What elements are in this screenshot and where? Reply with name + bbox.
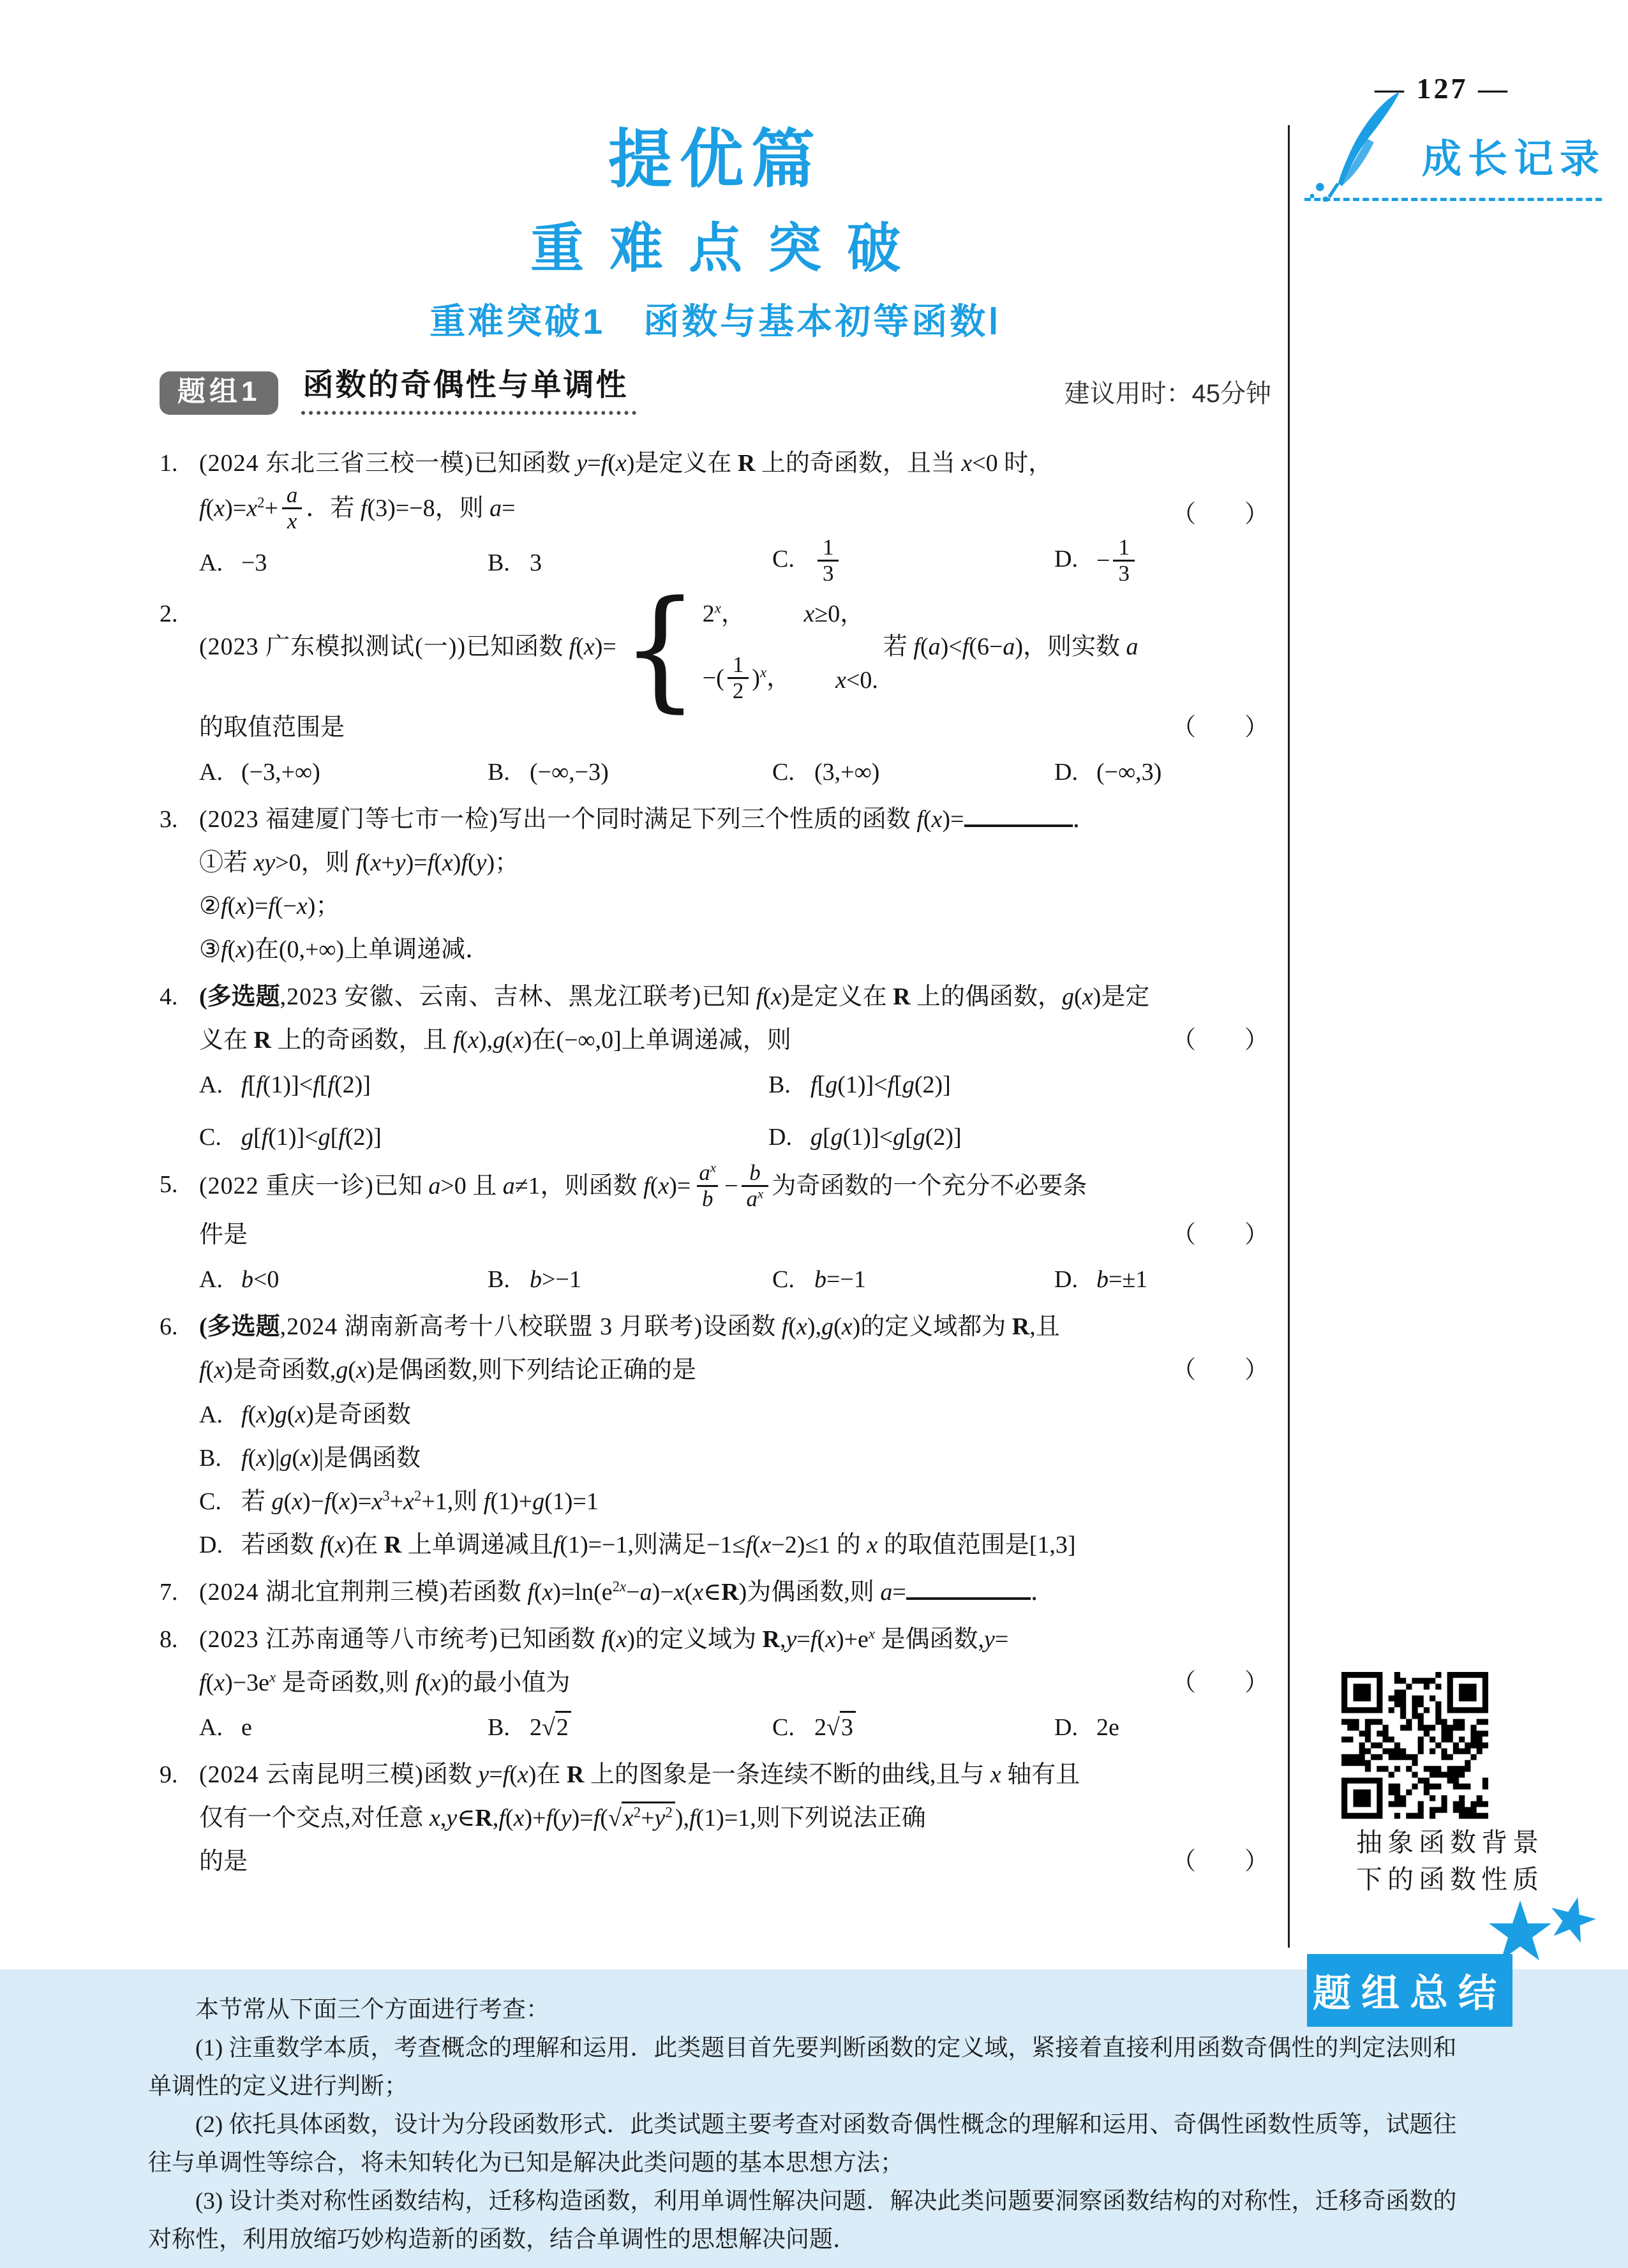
summary-item-line: (3) 设计类对称性函数结构，迁移构造函数，利用单调性解决问题．解决此类问题要洞察函数结构的对称性，迁移奇函数的: [195, 2188, 1457, 2214]
option-label: C.: [772, 1266, 795, 1294]
answer-bracket: （ ）: [1171, 1357, 1269, 1384]
question-body: [199, 1570, 1271, 1614]
answer-bracket: （ ）: [1171, 1848, 1269, 1876]
qr-caption-line: 抽象函数背景: [1356, 1828, 1544, 1857]
question: [160, 442, 1271, 588]
option-label: A.: [199, 1714, 223, 1742]
question-line: (2023 广东模拟测试(一))已知函数 f(x)= { 2$^x$， x≥0， −( $\frac{1}{2}$ )$^x$， x<0. 若 f(a)<f(6−a)，则实数 a: [199, 572, 1139, 725]
qr-code: [1341, 1672, 1488, 1819]
option: C. 2√3: [772, 1706, 1054, 1749]
growth-dashed-underline: [1304, 198, 1602, 201]
main-column: [160, 0, 1271, 1887]
summary-item-line: 单调性的定义进行判断；: [148, 2073, 408, 2100]
question: [160, 1753, 1271, 1883]
option-label: C.: [772, 1714, 795, 1742]
question-number: 5.: [160, 1170, 178, 1198]
summary-label: 题组总结: [1307, 1954, 1512, 2027]
question: [160, 1570, 1271, 1614]
option-label: D.: [768, 1123, 792, 1151]
time-hint: 建议用时：45分钟: [1064, 379, 1271, 408]
question-number: 4.: [160, 983, 178, 1010]
option: D. − $\frac{1}{3}$: [1054, 537, 1271, 588]
qr-caption-line: 下的函数性质: [1356, 1865, 1544, 1894]
option-label: D.: [1054, 1714, 1078, 1742]
qr-caption: [1296, 1824, 1604, 1898]
question-line: (多选题,2024 湖南新高考十八校联盟 3 月联考)设函数 f(x),g(x)的定义域都为 R,且: [199, 1313, 1060, 1341]
summary-item-line: (1) 注重数学本质，考查概念的理解和运用．此类题目首先要判断函数的定义域，紧接着直接利用函数奇偶性的判定法则和: [195, 2035, 1457, 2061]
question-line: (2023 福建厦门等七市一检)写出一个同时满足下列三个性质的函数 f(x)= ．: [199, 798, 1271, 841]
question-line: 的取值范围是 （ ）: [199, 706, 1271, 749]
group-badge: 题组1: [160, 371, 278, 415]
answer-bracket: （ ）: [1171, 500, 1269, 528]
option-label: B.: [768, 1071, 791, 1098]
option: A. f[f(1)]<f[f(2)]: [199, 1063, 768, 1107]
answer-bracket: （ ）: [1171, 1221, 1269, 1249]
question-body: [199, 1753, 1271, 1883]
option: B. (−∞,−3): [488, 750, 772, 794]
option-label: A.: [199, 549, 223, 576]
option: D. 若函数 f(x)在 R 上单调递减且f(1)=−1,则满足−1≤f(x−2)≤1 的 x 的取值范围是[1,3]: [199, 1523, 1271, 1567]
question-number: 9.: [160, 1761, 178, 1789]
option-label: D.: [1054, 1266, 1078, 1294]
page-number: — 127 —: [1375, 72, 1510, 105]
option: B. 2√2: [488, 1706, 772, 1749]
option-label: B.: [199, 1445, 221, 1472]
option-label: C.: [199, 1123, 221, 1151]
growth-record-label: 成长记录: [1421, 138, 1606, 181]
option-label: A.: [199, 1071, 223, 1098]
question-number: 8.: [160, 1626, 178, 1653]
question-number: 7.: [160, 1579, 178, 1606]
option: A. f(x)g(x)是奇函数: [199, 1393, 1271, 1436]
option-label: A.: [199, 758, 223, 786]
option: A. −3: [199, 541, 488, 585]
question-line: (2023 江苏南通等八市统考)已知函数 f(x)的定义域为 $R,y=f(x)+e^x$ 是偶函数,y=: [199, 1625, 1009, 1653]
question-line: ①若 xy>0，则 f(x+y)=f(x)f(y)；: [199, 849, 519, 876]
option-label: C.: [772, 758, 795, 786]
option: D. b=±1: [1054, 1258, 1271, 1301]
quill-pen-icon: [1304, 89, 1423, 202]
question-line: 仅有一个交点,对任意 $x,y\in R,f(x)+f(y)=f(√x^2+y^2$ ),f(1)=1,则下列说法正确: [199, 1796, 1271, 1840]
option: C. (3,+∞): [772, 750, 1054, 794]
option-label: C.: [772, 545, 795, 572]
option: C. $\frac{1}{3}$: [772, 537, 1054, 588]
option-label: D.: [199, 1532, 223, 1559]
option: B. f[g(1)]<f[g(2)]: [768, 1063, 1271, 1107]
answer-bracket: （ ）: [1171, 713, 1269, 741]
option-label: B.: [488, 1266, 510, 1294]
question: [160, 975, 1271, 1159]
summary-intro: 本节常从下面三个方面进行考查：: [195, 1997, 549, 2023]
option: B. f(x)|g(x)|是偶函数: [199, 1436, 1271, 1480]
question-number: 2.: [160, 600, 178, 627]
option-label: C.: [199, 1488, 221, 1516]
star-icon: [1487, 1897, 1602, 1968]
question-line: f(x)是奇函数,g(x)是偶函数,则下列结论正确的是 （ ）: [199, 1348, 1271, 1392]
question-line: (2024 云南昆明三模)函数 y=f(x)在 R 上的图象是一条连续不断的曲线,且与 x 轴有且: [199, 1761, 1080, 1789]
option-label: A.: [199, 1401, 223, 1429]
question-body: [199, 975, 1271, 1159]
options-row: [199, 1258, 1271, 1301]
question-line: ③f(x)在(0,+∞)上单调递减．: [199, 936, 490, 963]
option: A. e: [199, 1706, 488, 1749]
growth-record: [1302, 88, 1607, 198]
question-line: 义在 R 上的奇函数，且 f(x),g(x)在(−∞,0]上单调递减，则 （ ）: [199, 1018, 1271, 1062]
options-row: [199, 1063, 1271, 1159]
answer-bracket: （ ）: [1171, 1026, 1269, 1054]
option-label: D.: [1054, 545, 1078, 572]
question: [160, 1305, 1271, 1567]
question-line: (2024 湖北宜荆荆三模)若函数 $f(x)=\ln(e^{2x}-a)-x(x\in R)$为偶函数,则 a= ．: [199, 1570, 1271, 1614]
option-label: B.: [488, 549, 510, 576]
option: B. 3: [488, 541, 772, 585]
question-line: (2024 东北三省三校一模)已知函数 y=f(x)是定义在 R 上的奇函数，且当 x<0 时，: [199, 449, 1053, 477]
option: B. b>−1: [488, 1258, 772, 1301]
option: C. 若 $g(x)-f(x)=x^3+x^2+1$,则 f(1)+g(1)=1: [199, 1480, 1271, 1523]
option: C. b=−1: [772, 1258, 1054, 1301]
question-line: $f(x)=x^2+$ $\frac{a}{x}$ ．若 f(3)=−8，则 a= （ ）: [199, 485, 1271, 536]
option: A. (−3,+∞): [199, 750, 488, 794]
option: D. g[g(1)]<g[g(2)]: [768, 1115, 1271, 1159]
question: [160, 572, 1271, 794]
part-title: 提优篇: [608, 124, 823, 195]
question-body: [199, 1305, 1271, 1567]
question-body: [199, 572, 1271, 794]
option-label: B.: [488, 1714, 510, 1742]
question-body: [199, 1159, 1271, 1302]
subsection-title: 重难突破1 函数与基本初等函数Ⅰ: [429, 301, 1001, 342]
option-label: D.: [1054, 758, 1078, 786]
option: A. b<0: [199, 1258, 488, 1301]
group-title: 函数的奇偶性与单调性: [301, 370, 636, 415]
question-line: ②f(x)=f(−x)；: [199, 892, 340, 920]
answer-bracket: （ ）: [1171, 1669, 1269, 1697]
summary-item-line: 对称性，利用放缩巧妙构造新的函数，结合单调性的思想解决问题．: [148, 2227, 856, 2253]
option-label: B.: [488, 758, 510, 786]
summary-item-line: (2) 依托具体函数，设计为分段函数形式．此类试题主要考查对函数奇偶性概念的理解和运用、奇偶性函数性质等，试题往: [195, 2112, 1457, 2138]
question-body: [199, 442, 1271, 588]
question: [160, 1159, 1271, 1302]
question: [160, 798, 1271, 971]
section-title: 重难点突破: [530, 220, 926, 279]
options-row: [199, 534, 1271, 588]
question-number: 6.: [160, 1313, 178, 1341]
summary-item-line: 往与单调性等综合，将未知转化为已知是解决此类问题的基本思想方法；: [148, 2150, 904, 2176]
column-divider-line: [1288, 125, 1290, 1948]
group-header: [160, 370, 1271, 415]
options-row: [199, 750, 1271, 794]
question-body: [199, 798, 1271, 971]
option: C. g[f(1)]<g[f(2)]: [199, 1115, 768, 1159]
question-line: 件是 （ ）: [199, 1213, 1271, 1257]
question-number: 1.: [160, 449, 178, 477]
option-label: A.: [199, 1266, 223, 1294]
options-row: [199, 1706, 1271, 1749]
question-line: $f(x)-3e^x$ 是奇函数,则 f(x)的最小值为 （ ）: [199, 1661, 1271, 1705]
question-line: (2022 重庆一诊)已知 a>0 且 a≠1，则函数 f(x)= $\frac{a^x}{b}$ − $\frac{b}{a^x}$ 为奇函数的一个充分不必要条: [199, 1159, 1087, 1212]
option: D. 2e: [1054, 1706, 1271, 1749]
questions-list: [160, 442, 1271, 1884]
question-line: 的是 （ ）: [199, 1840, 1271, 1883]
question-line: (多选题,2023 安徽、云南、吉林、黑龙江联考)已知 f(x)是定义在 R 上的偶函数，g(x)是定: [199, 983, 1150, 1010]
option: D. (−∞,3): [1054, 750, 1271, 794]
question-body: [199, 1618, 1271, 1749]
options-row: [199, 1393, 1271, 1567]
question-number: 3.: [160, 805, 178, 833]
question: [160, 1618, 1271, 1749]
